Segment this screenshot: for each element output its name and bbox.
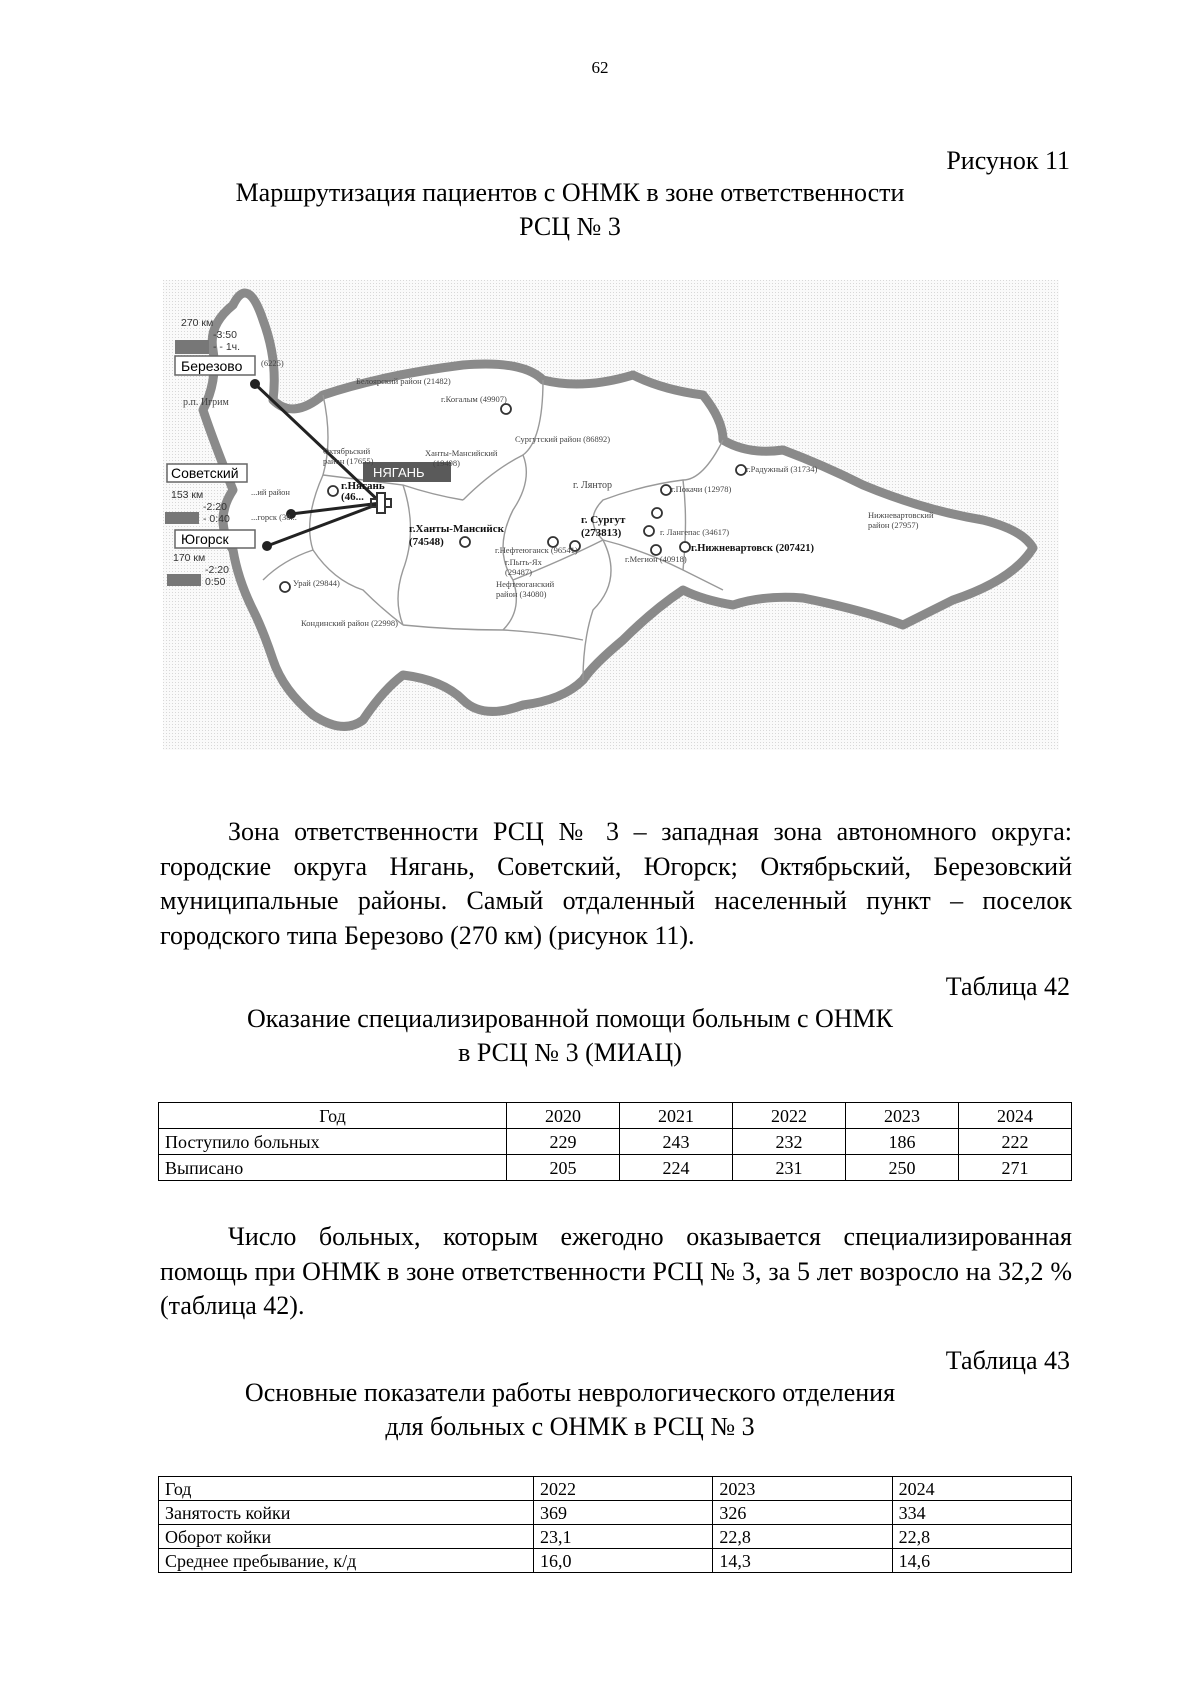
table-cell: 250 xyxy=(846,1155,959,1181)
svg-text:г.Нефтеюганск (96541): г.Нефтеюганск (96541) xyxy=(495,545,578,555)
table-cell: Поступило больных xyxy=(159,1129,507,1155)
berezovo-box xyxy=(175,356,255,375)
svg-text:район (27957): район (27957) xyxy=(868,520,919,530)
svg-text:р.п. Игрим: р.п. Игрим xyxy=(183,397,229,408)
table43-title xyxy=(0,1376,1140,1444)
svg-text:(29487): (29487) xyxy=(505,567,532,577)
svg-text:Кондинский район (22998): Кондинский район (22998) xyxy=(301,618,398,628)
svg-text:(273813): (273813) xyxy=(581,527,622,539)
svg-text:г. Сургут: г. Сургут xyxy=(581,514,626,526)
table-cell: 271 xyxy=(959,1155,1072,1181)
svg-text:(19498): (19498) xyxy=(433,458,460,468)
table-cell: 16,0 xyxy=(534,1549,713,1573)
table-cell: 229 xyxy=(507,1129,620,1155)
svg-text:г. Лангепас (34617): г. Лангепас (34617) xyxy=(660,527,730,537)
yugorsk-box xyxy=(175,530,255,548)
table-cell: 14,6 xyxy=(892,1549,1071,1573)
paragraph-text: Зона ответственности РСЦ № 3 – западная зона автономного округа: городские округа Нягань, Советский, Югорск; Октябрьский, Березовский муниципальные районы. Самый отдаленный населенный пункт – поселок городского типа Березово (270 км) (рисунок 11). xyxy=(160,817,1072,950)
svg-text:г.Радужный (31734): г.Радужный (31734) xyxy=(746,464,818,474)
table-cell: 186 xyxy=(846,1129,959,1155)
table-header-cell: 2022 xyxy=(534,1477,713,1501)
svg-text:г. Лянтор: г. Лянтор xyxy=(573,480,612,491)
table-header-row xyxy=(159,1477,1072,1501)
svg-text:...горск (38...: ...горск (38... xyxy=(251,512,297,522)
page-number: 62 xyxy=(591,58,609,77)
table42-title-line1: Оказание специализированной помощи больным с ОНМК xyxy=(246,1004,894,1033)
figure-title-line1: Маршрутизация пациентов с ОНМК в зоне ответственности xyxy=(235,178,905,207)
table42-title-line2: в РСЦ № 3 (МИАЦ) xyxy=(458,1038,682,1067)
paragraph-growth xyxy=(160,1220,1072,1324)
table-header-cell: 2023 xyxy=(846,1103,959,1129)
table-row xyxy=(159,1549,1072,1573)
table-cell: 14,3 xyxy=(713,1549,892,1573)
svg-text:(74548): (74548) xyxy=(409,536,444,548)
svg-text:Советский: Советский xyxy=(171,465,239,481)
svg-text:г.Когалым (49907): г.Когалым (49907) xyxy=(441,394,507,404)
table-cell: 22,8 xyxy=(892,1525,1071,1549)
table-row xyxy=(159,1525,1072,1549)
table42 xyxy=(158,1102,1072,1181)
table42-title xyxy=(0,1002,1140,1070)
table-cell: 23,1 xyxy=(534,1525,713,1549)
region-map xyxy=(163,280,1059,750)
table43-title-line1: Основные показатели работы неврологического отделения xyxy=(244,1378,896,1407)
table-row xyxy=(159,1129,1072,1155)
sovetsky-box xyxy=(167,464,247,482)
svg-text:г.Пыть-Ях: г.Пыть-Ях xyxy=(505,557,542,567)
table43-label: Таблица 43 xyxy=(945,1346,1070,1375)
svg-text:170 км: 170 км xyxy=(173,552,206,564)
table-header-cell: 2022 xyxy=(733,1103,846,1129)
svg-text:район (17655): район (17655) xyxy=(323,456,374,466)
paragraph-text: Число больных, которым ежегодно оказывается специализированная помощь при ОНМК в зоне ответственности РСЦ № 3, за 5 лет возросло на 32,2 % (таблица 42). xyxy=(160,1222,1072,1320)
table-cell: 22,8 xyxy=(713,1525,892,1549)
svg-text:Белоярский район (21482): Белоярский район (21482) xyxy=(356,376,451,386)
svg-text:г.Мегион (40918): г.Мегион (40918) xyxy=(625,554,687,564)
svg-text:-2:20: -2:20 xyxy=(205,564,229,576)
svg-text:- - 1ч.: - - 1ч. xyxy=(213,341,241,353)
svg-text:Югорск: Югорск xyxy=(181,531,229,547)
svg-text:Нижневартовский: Нижневартовский xyxy=(868,510,934,520)
svg-text:Октябрьский: Октябрьский xyxy=(323,446,371,456)
svg-text:г.Нижневартовск (207421): г.Нижневартовск (207421) xyxy=(691,543,815,554)
table-row xyxy=(159,1501,1072,1525)
svg-text:Ханты-Мансийский: Ханты-Мансийский xyxy=(425,448,498,458)
svg-text:Березово: Березово xyxy=(181,358,243,374)
table-cell: 232 xyxy=(733,1129,846,1155)
table-header-cell: 2024 xyxy=(959,1103,1072,1129)
table-cell: Оборот койки xyxy=(159,1525,534,1549)
svg-text:-3:50: -3:50 xyxy=(213,329,237,341)
svg-text:270 км: 270 км xyxy=(181,317,214,329)
table-cell: 205 xyxy=(507,1155,620,1181)
svg-text:Сургутский район (86892): Сургутский район (86892) xyxy=(515,434,611,444)
figure-label: Рисунок 11 xyxy=(946,146,1070,175)
table-cell: 369 xyxy=(534,1501,713,1525)
svg-text:(46...: (46... xyxy=(341,491,364,503)
svg-text:г.Нягань: г.Нягань xyxy=(341,480,385,492)
svg-text:район (34080): район (34080) xyxy=(496,589,547,599)
table-cell: Занятость койки xyxy=(159,1501,534,1525)
svg-text:- 0:40: - 0:40 xyxy=(203,513,230,525)
svg-text:-2:20: -2:20 xyxy=(203,501,227,513)
table43-title-line2: для больных с ОНМК в РСЦ № 3 xyxy=(385,1412,755,1441)
table-cell: 224 xyxy=(620,1155,733,1181)
table-row xyxy=(159,1155,1072,1181)
svg-text:НЯГАНЬ: НЯГАНЬ xyxy=(373,465,425,480)
table-header-row xyxy=(159,1103,1072,1129)
figure-title-line2: РСЦ № 3 xyxy=(519,212,621,241)
table-header-cell: Год xyxy=(159,1477,534,1501)
table-cell: Среднее пребывание, к/д xyxy=(159,1549,534,1573)
svg-text:153 км: 153 км xyxy=(171,489,204,501)
svg-text:Нефтеюганский: Нефтеюганский xyxy=(496,579,555,589)
table42-label: Таблица 42 xyxy=(945,972,1070,1001)
paragraph-responsibility-zone xyxy=(160,815,1072,953)
table-header-cell: Год xyxy=(159,1103,507,1129)
table-cell: Выписано xyxy=(159,1155,507,1181)
figure-title xyxy=(0,176,1140,244)
svg-text:Урай (29844): Урай (29844) xyxy=(293,578,340,588)
svg-text:0:50: 0:50 xyxy=(205,576,226,588)
table-cell: 334 xyxy=(892,1501,1071,1525)
svg-text:г.Покачи (12978): г.Покачи (12978) xyxy=(671,484,732,494)
svg-text:...ий район: ...ий район xyxy=(251,487,290,497)
svg-text:(6225): (6225) xyxy=(261,358,284,368)
table-cell: 222 xyxy=(959,1129,1072,1155)
table-header-cell: 2021 xyxy=(620,1103,733,1129)
table-cell: 326 xyxy=(713,1501,892,1525)
table-header-cell: 2020 xyxy=(507,1103,620,1129)
table-header-cell: 2024 xyxy=(892,1477,1071,1501)
table-cell: 243 xyxy=(620,1129,733,1155)
table-cell: 231 xyxy=(733,1155,846,1181)
table-header-cell: 2023 xyxy=(713,1477,892,1501)
table43 xyxy=(158,1476,1072,1573)
svg-text:г.Ханты-Мансийск: г.Ханты-Мансийск xyxy=(409,523,504,535)
